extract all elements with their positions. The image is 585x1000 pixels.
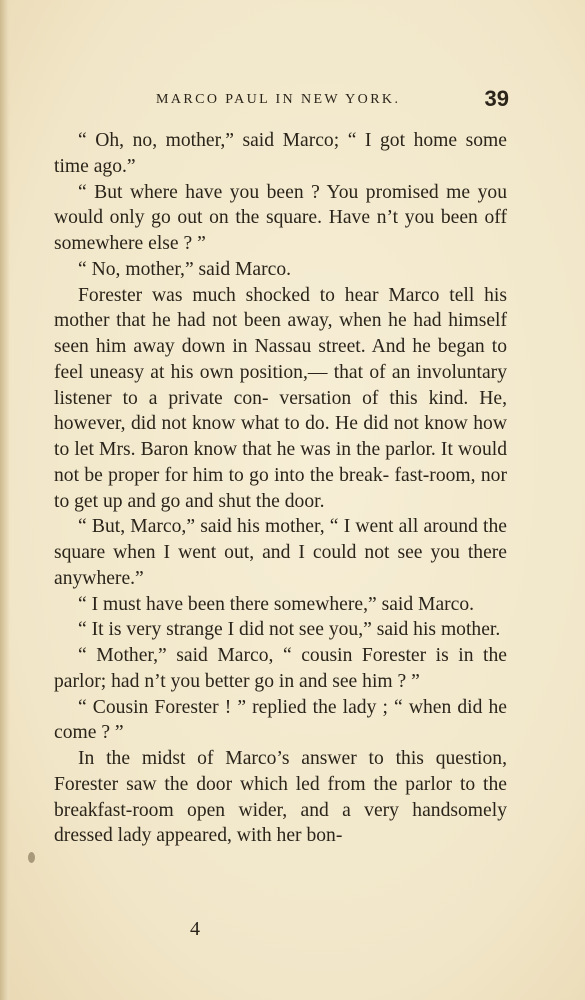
paragraph: Forester was much shocked to hear Marco tell his mother that he had not been away, when he had himself seen him away down in Nassau street. And he began to feel uneasy at his own position,— that of an involuntary listener to a private con- versation of this kind. He, however, did not know what to do. He did not know how to let Mrs. Baron know that he was in the parlor. It would not be proper for him to go into the break- fast-room, nor to get up and go and shut the door.: [54, 284, 507, 512]
ink-speck: [28, 852, 35, 863]
paragraph: “ Cousin Forester ! ” replied the lady ; “ when did he come ? ”: [54, 696, 507, 744]
page-edge-shadow: [0, 0, 10, 1000]
paragraph: In the midst of Marco’s answer to this question, Forester saw the door which led from the parlor to the breakfast-room open wider, and a very handsomely dressed lady appeared, with her bon-: [54, 748, 507, 847]
paragraph: “ It is very strange I did not see you,” said his mother.: [78, 619, 501, 641]
signature-mark: 4: [190, 918, 200, 940]
page-number: 39: [484, 86, 509, 111]
paragraph: “ No, mother,” said Marco.: [78, 258, 292, 280]
page-header: [54, 86, 509, 116]
paragraph: “ I must have been there somewhere,” said Marco.: [78, 593, 475, 615]
paragraph: “ Mother,” said Marco, “ cousin Forester is in the parlor; had n’t you better go in and see him ? ”: [54, 645, 507, 692]
body-text: [54, 128, 507, 849]
paragraph: “ Oh, no, mother,” said Marco; “ I got home some time ago.”: [54, 130, 507, 177]
paragraph: “ But where have you been ? You promised me you would only go out on the square. Have n’t you been off somewhere else ? ”: [54, 181, 507, 254]
paragraph: “ But, Marco,” said his mother, “ I went all around the square when I went out, and I could not see you there anywhere.”: [54, 516, 507, 589]
running-head: MARCO PAUL IN NEW YORK.: [156, 92, 401, 107]
